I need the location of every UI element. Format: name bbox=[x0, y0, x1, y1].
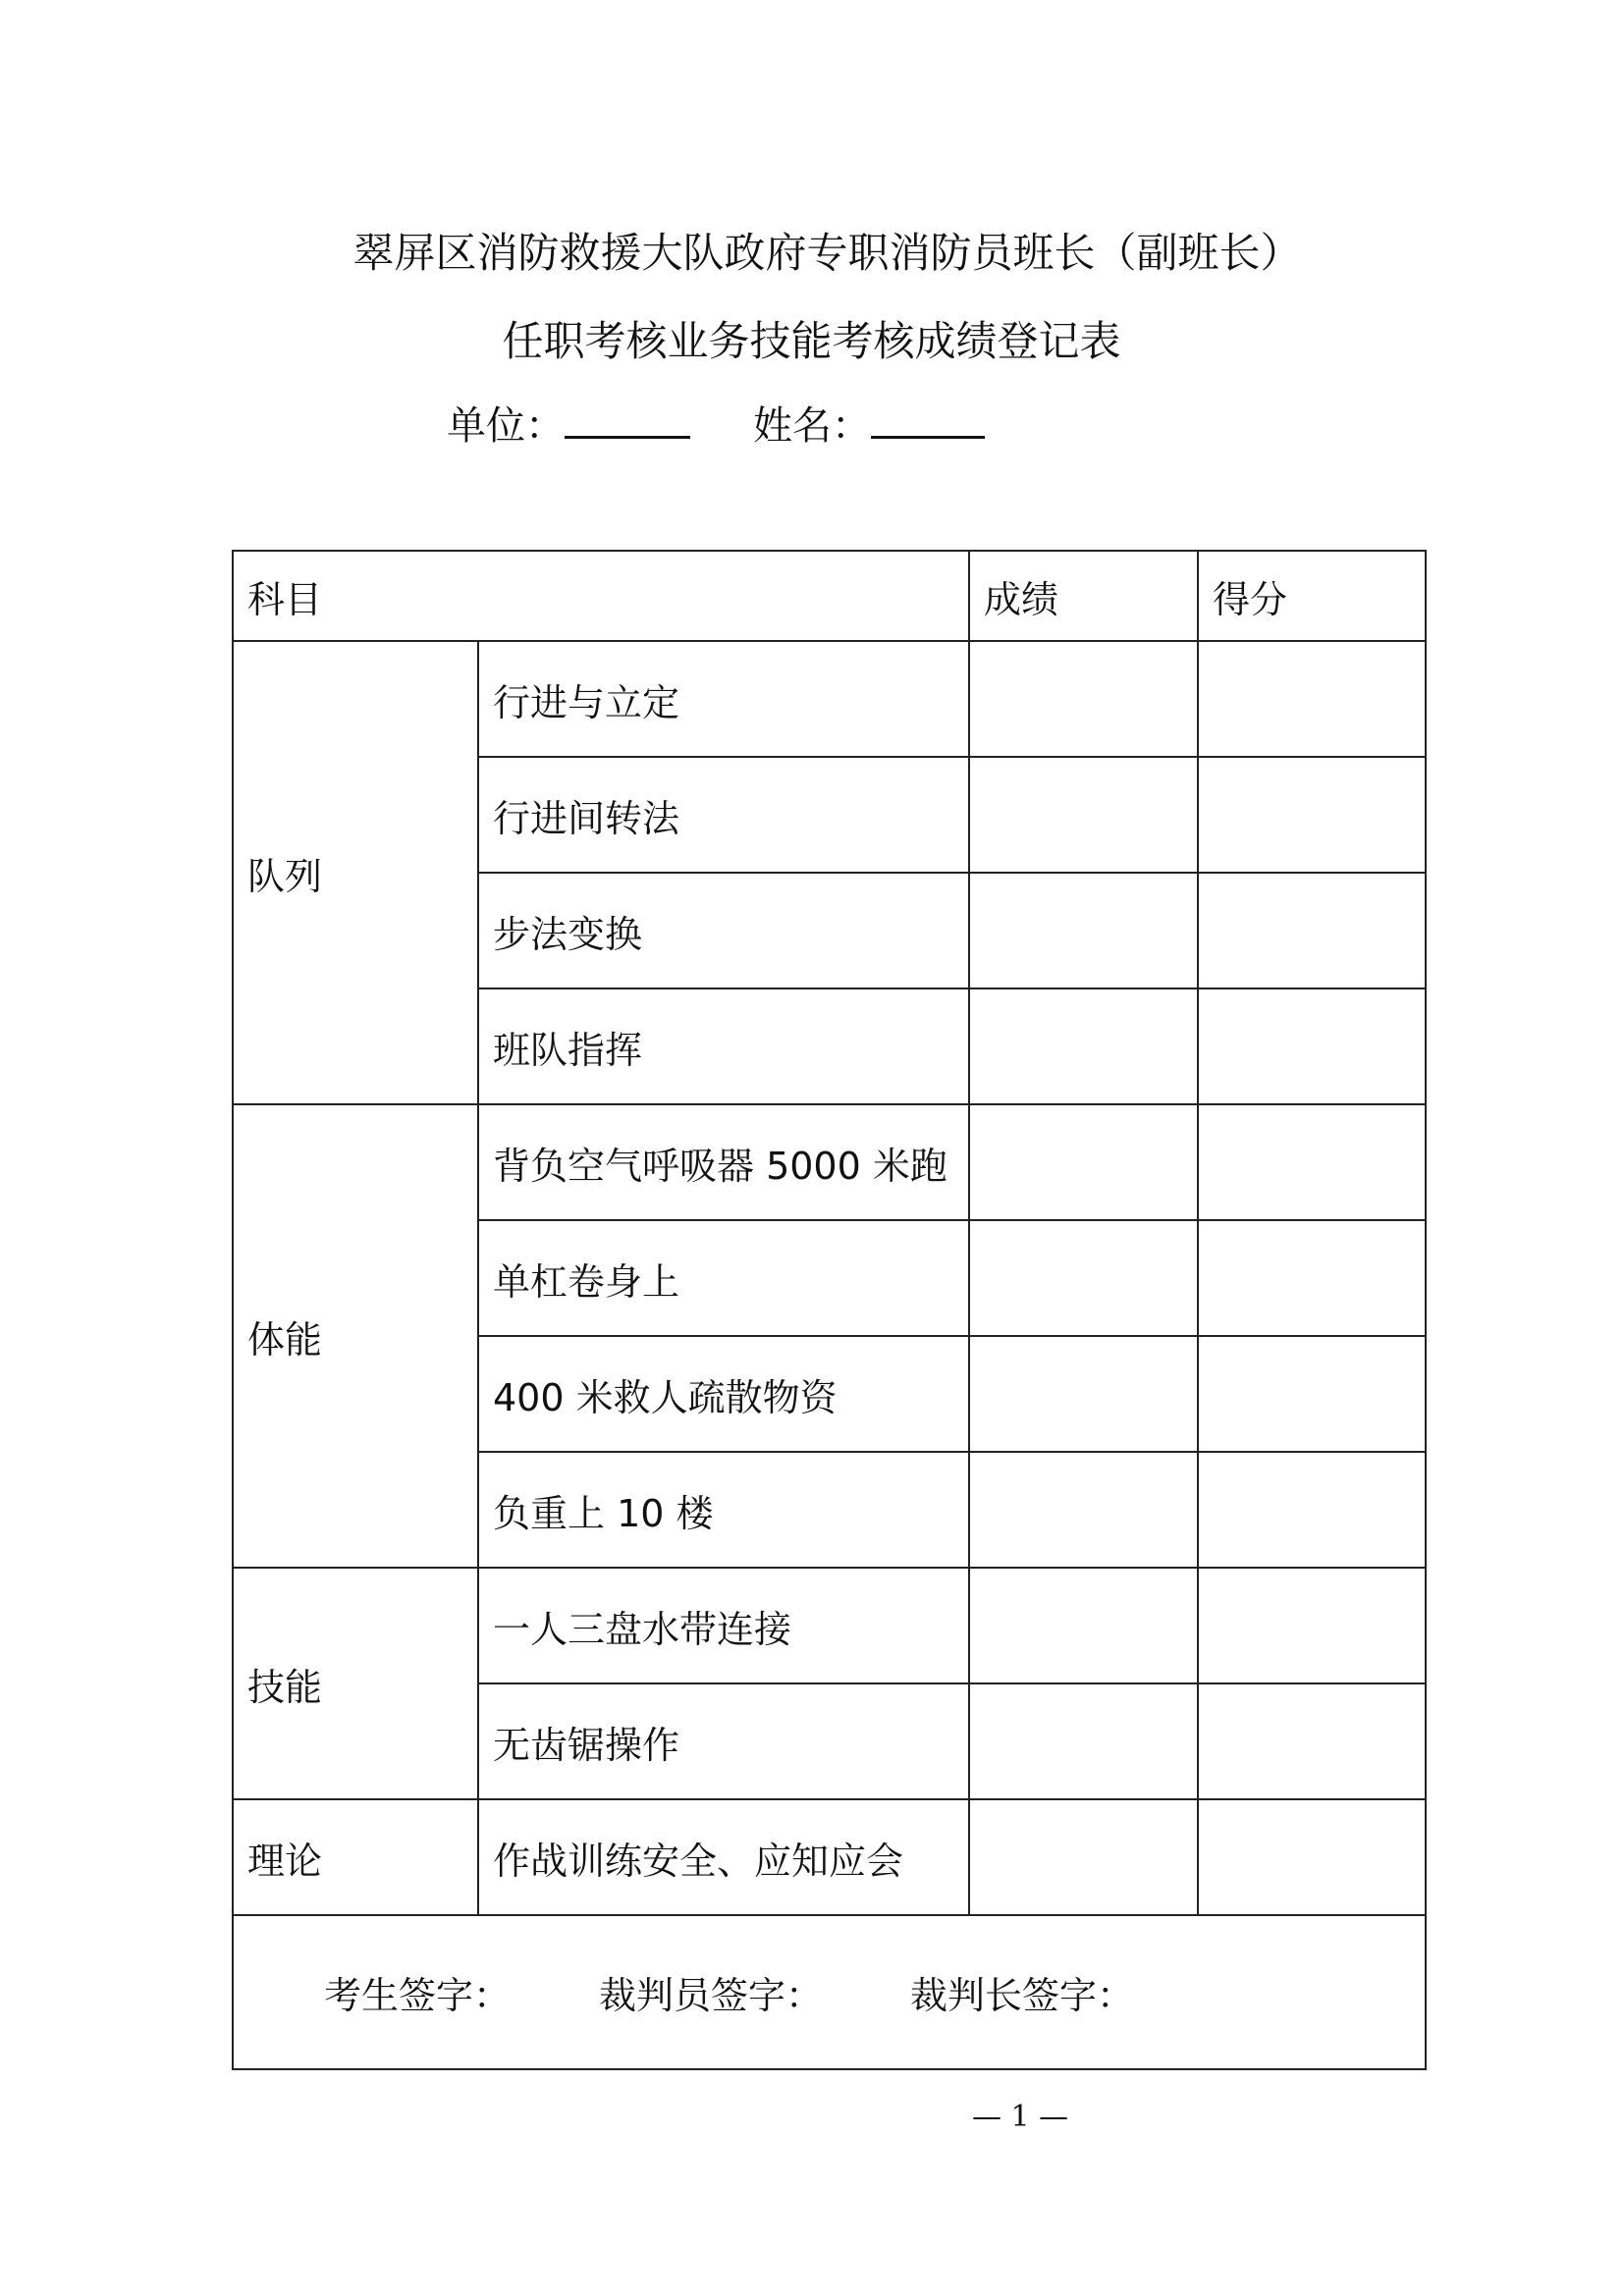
item-cell: 行进与立定 bbox=[478, 641, 969, 757]
examinee-signature-label: 考生签字： bbox=[324, 1974, 512, 2017]
document-title-line1: 翠屏区消防救援大队政府专职消防员班长（副班长） bbox=[352, 229, 1302, 277]
result-cell[interactable] bbox=[969, 1683, 1198, 1799]
result-cell[interactable] bbox=[969, 1799, 1198, 1915]
result-cell[interactable] bbox=[969, 988, 1198, 1104]
score-cell[interactable] bbox=[1198, 1336, 1426, 1452]
item-cell: 一人三盘水带连接 bbox=[478, 1568, 969, 1683]
header-score: 得分 bbox=[1198, 551, 1426, 641]
score-cell[interactable] bbox=[1198, 1452, 1426, 1568]
result-cell[interactable] bbox=[969, 1568, 1198, 1683]
table-row bbox=[233, 641, 1426, 757]
result-cell[interactable] bbox=[969, 1104, 1198, 1220]
table-header-row bbox=[233, 551, 1426, 641]
header-subject: 科目 bbox=[233, 551, 969, 641]
table-row bbox=[233, 1799, 1426, 1915]
signature-cell bbox=[233, 1915, 1426, 2069]
page-number: — 1 — bbox=[972, 2100, 1069, 2134]
name-label: 姓名： bbox=[753, 403, 871, 449]
item-cell: 步法变换 bbox=[478, 873, 969, 988]
item-cell: 无齿锯操作 bbox=[478, 1683, 969, 1799]
result-cell[interactable] bbox=[969, 641, 1198, 757]
result-cell[interactable] bbox=[969, 1220, 1198, 1336]
table-row bbox=[233, 1568, 1426, 1683]
result-cell[interactable] bbox=[969, 1336, 1198, 1452]
score-cell[interactable] bbox=[1198, 873, 1426, 988]
result-cell[interactable] bbox=[969, 873, 1198, 988]
chief-referee-signature-label: 裁判长签字： bbox=[910, 1974, 1135, 2017]
result-cell[interactable] bbox=[969, 757, 1198, 873]
item-cell: 400 米救人疏散物资 bbox=[478, 1336, 969, 1452]
category-cell: 队列 bbox=[233, 641, 478, 1104]
score-cell[interactable] bbox=[1198, 1220, 1426, 1336]
score-table bbox=[232, 550, 1427, 2070]
referee-signature-label: 裁判员签字： bbox=[599, 1974, 824, 2017]
item-cell: 负重上 10 楼 bbox=[478, 1452, 969, 1568]
item-cell: 单杠卷身上 bbox=[478, 1220, 969, 1336]
score-cell[interactable] bbox=[1198, 1568, 1426, 1683]
header-result: 成绩 bbox=[969, 551, 1198, 641]
score-cell[interactable] bbox=[1198, 1799, 1426, 1915]
unit-blank-line bbox=[565, 397, 690, 439]
category-cell: 理论 bbox=[233, 1799, 478, 1915]
score-cell[interactable] bbox=[1198, 988, 1426, 1104]
category-cell: 技能 bbox=[233, 1568, 478, 1799]
item-cell: 作战训练安全、应知应会 bbox=[478, 1799, 969, 1915]
item-cell: 班队指挥 bbox=[478, 988, 969, 1104]
score-cell[interactable] bbox=[1198, 757, 1426, 873]
table-row bbox=[233, 1104, 1426, 1220]
result-cell[interactable] bbox=[969, 1452, 1198, 1568]
document-title-line2: 任职考核业务技能考核成绩登记表 bbox=[502, 317, 1121, 365]
info-row bbox=[447, 397, 985, 455]
unit-label: 单位： bbox=[447, 403, 565, 449]
item-cell: 背负空气呼吸器 5000 米跑 bbox=[478, 1104, 969, 1220]
item-cell: 行进间转法 bbox=[478, 757, 969, 873]
score-cell[interactable] bbox=[1198, 641, 1426, 757]
score-cell[interactable] bbox=[1198, 1104, 1426, 1220]
name-blank-line bbox=[871, 397, 985, 439]
signature-row bbox=[233, 1915, 1426, 2069]
category-cell: 体能 bbox=[233, 1104, 478, 1568]
score-cell[interactable] bbox=[1198, 1683, 1426, 1799]
